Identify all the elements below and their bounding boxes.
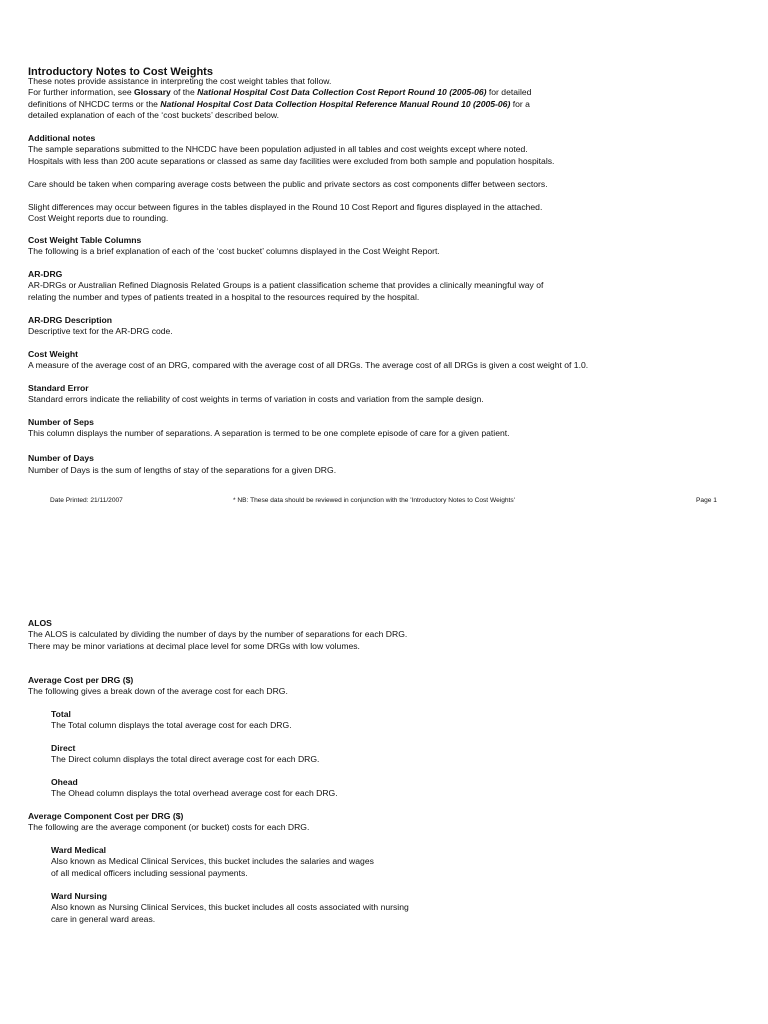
paragraph-line: The ALOS is calculated by dividing the number of days by the number of separations for each DRG.: [28, 629, 408, 640]
paragraph-line: There may be minor variations at decimal place level for some DRGs with low volumes.: [28, 640, 360, 651]
intro-text: for detailed: [486, 87, 532, 98]
document-title: Introductory Notes to Cost Weights: [28, 66, 213, 78]
glossary-term: Glossary: [134, 87, 171, 98]
additional-notes-section: [28, 133, 554, 167]
standard-error-heading: Standard Error: [28, 383, 89, 393]
reference-manual-title: National Hospital Cost Data Collection Hospital Reference Manual Round 10 (2005-06): [160, 98, 511, 109]
paragraph-line: AR-DRGs or Australian Refined Diagnosis Related Groups is a patient classification scheme that provides a clinically meaningful way of: [28, 280, 544, 291]
ardrg-heading: AR-DRG: [28, 269, 63, 279]
ward-medical-heading: Ward Medical: [51, 845, 107, 855]
average-component-heading: Average Component Cost per DRG ($): [28, 811, 184, 821]
ward-medical-section: [51, 845, 374, 879]
intro-line-2: [28, 87, 531, 98]
paragraph-line: Also known as Medical Clinical Services, this bucket includes the salaries and wages: [51, 856, 374, 867]
additional-notes-paragraph: [28, 179, 548, 190]
ohead-section: [51, 777, 338, 800]
cost-weight-heading: Cost Weight: [28, 349, 78, 359]
paragraph-line: The sample separations submitted to the NHCDC have been population adjusted in all tables and cost weights except where noted.: [28, 144, 528, 155]
paragraph-line: A measure of the average cost of an DRG, compared with the average cost of all DRGs. The average cost of all DRGs is given a cost weight of 1.0.: [28, 360, 589, 371]
ardrg-section: [28, 269, 543, 303]
alos-section: [28, 618, 407, 652]
intro-line-1: These notes provide assistance in interpreting the cost weight tables that follow.: [28, 76, 332, 86]
paragraph-line: The Ohead column displays the total overhead average cost for each DRG.: [51, 788, 338, 799]
total-heading: Total: [51, 709, 71, 719]
intro-text: definitions of NHCDC terms or the: [28, 98, 161, 109]
ardrg-description-section: [28, 315, 173, 338]
additional-notes-paragraph: [28, 202, 542, 225]
footer-page-number: Page 1: [696, 497, 717, 504]
paragraph-line: Number of Days is the sum of lengths of stay of the separations for a given DRG.: [28, 465, 337, 476]
paragraph-line: The following are the average component (or bucket) costs for each DRG.: [28, 822, 310, 833]
paragraph-line: The Direct column displays the total direct average cost for each DRG.: [51, 754, 320, 765]
cost-weight-section: [28, 349, 588, 372]
ardrg-description-heading: AR-DRG Description: [28, 315, 113, 325]
paragraph-line: The following gives a break down of the average cost for each DRG.: [28, 686, 288, 697]
number-of-seps-section: [28, 417, 510, 440]
direct-heading: Direct: [51, 743, 76, 753]
intro-text: for a: [510, 98, 530, 109]
intro-text: For further information, see: [28, 87, 135, 98]
ohead-heading: Ohead: [51, 777, 78, 787]
intro-text: of the: [170, 87, 198, 98]
paragraph-line: Hospitals with less than 200 acute separations or classed as same day facilities were excluded from both sample and population hospitals.: [28, 155, 555, 166]
paragraph-line: Also known as Nursing Clinical Services, this bucket includes all costs associated with nursing: [51, 902, 409, 913]
total-section: [51, 709, 292, 732]
paragraph-line: of all medical officers including sessional payments.: [51, 867, 248, 878]
columns-heading: Cost Weight Table Columns: [28, 235, 142, 245]
paragraph-line: Slight differences may occur between figures in the tables displayed in the Round 10 Cost Report and figures displayed in the attached.: [28, 202, 543, 212]
cost-report-title: National Hospital Cost Data Collection Cost Report Round 10 (2005-06): [197, 87, 487, 98]
number-of-seps-heading: Number of Seps: [28, 417, 94, 427]
intro-line-3: [28, 99, 531, 110]
paragraph-line: Cost Weight reports due to rounding.: [28, 213, 169, 224]
number-of-days-section: [28, 453, 336, 477]
paragraph-line: care in general ward areas.: [51, 913, 156, 924]
footer-note: * NB: These data should be reviewed in conjunction with the 'Introductory Notes to Cost Weights': [233, 497, 515, 504]
paragraph-line: Care should be taken when comparing average costs between the public and private sectors as cost components differ between sectors.: [28, 179, 548, 189]
paragraph-line: relating the number and types of patients treated in a hospital to the resources required by the hospital.: [28, 291, 420, 302]
alos-heading: ALOS: [28, 618, 52, 628]
paragraph-line: The following is a brief explanation of each of the ‘cost bucket’ columns displayed in the Cost Weight Report.: [28, 246, 440, 257]
paragraph-line: This column displays the number of separations. A separation is termed to be one complete episode of care for a given patient.: [28, 428, 510, 439]
average-cost-heading: Average Cost per DRG ($): [28, 675, 134, 685]
intro-section: [28, 76, 531, 122]
columns-section: [28, 235, 440, 258]
intro-line-4: detailed explanation of each of the ‘cost buckets’ described below.: [28, 110, 279, 121]
paragraph-line: Descriptive text for the AR-DRG code.: [28, 326, 173, 337]
average-component-section: [28, 811, 309, 834]
paragraph-line: Standard errors indicate the reliability of cost weights in terms of variation in costs and variation from the sample design.: [28, 394, 484, 405]
additional-notes-heading: Additional notes: [28, 133, 96, 143]
number-of-days-heading: Number of Days: [28, 453, 94, 463]
footer-date: Date Printed: 21/11/2007: [50, 497, 123, 504]
direct-section: [51, 743, 319, 766]
ward-nursing-heading: Ward Nursing: [51, 891, 108, 901]
average-cost-section: [28, 675, 288, 698]
standard-error-section: [28, 383, 484, 406]
ward-nursing-section: [51, 891, 409, 925]
paragraph-line: The Total column displays the total average cost for each DRG.: [51, 720, 292, 731]
